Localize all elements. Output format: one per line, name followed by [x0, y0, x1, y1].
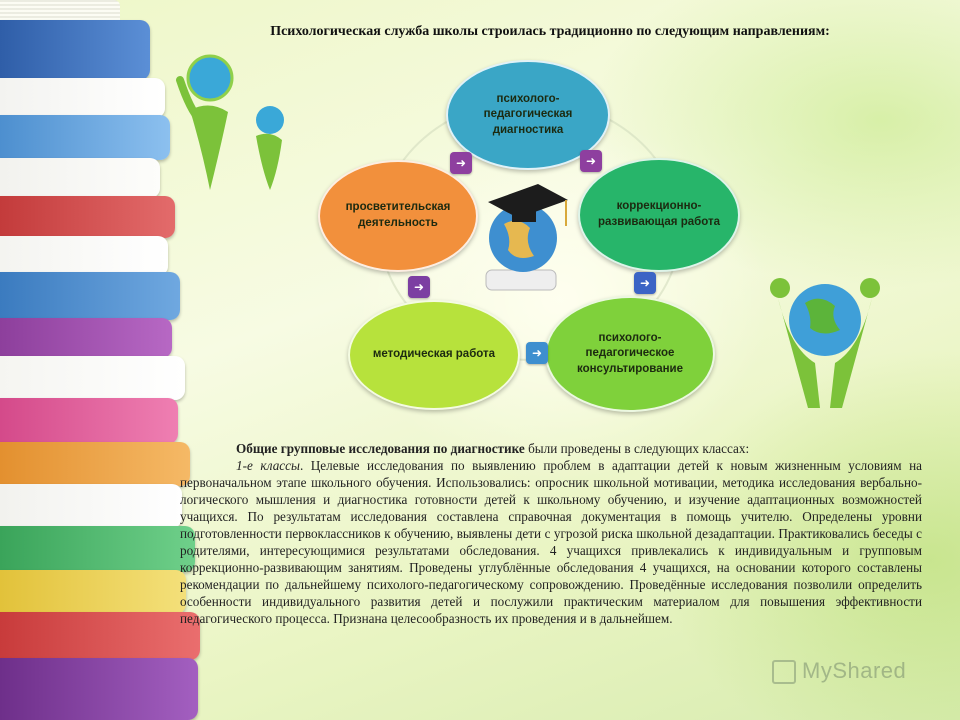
arrow-icon: ➜	[634, 272, 656, 294]
node-consulting: психолого-педагогическое консультирование	[545, 296, 715, 412]
intro-paragraph: Общие групповые исследования по диагностике были проведены в следующих классах:	[236, 441, 750, 456]
arrow-icon: ➜	[526, 342, 548, 364]
node-correction: коррекционно-развивающая работа	[578, 158, 740, 272]
class-label: 1-е классы	[236, 458, 300, 473]
node-methodical: методическая работа	[348, 300, 520, 410]
class-paragraph: 1-е классы. Целевые исследования по выявлению проблем в адаптации детей к новым жизненным условиям на первоначальном этапе школьного обучения. Использовались: опросник школьной мотивации, методика исследования вербально-логического мышления и диагностика готовности детей к школьному обучению, и изучение адаптационных возможностей учащихся. По результатам исследования составлена справочная документация в помощь учителю. Определены уровни подготовленности первоклассников к обучению, выявлены дети с угрозой риска школьной дезадаптации. Практиковались беседы с родителями, интересующимися результатами обследования. 4 учащихся привлекались к индивидуальным и групповым коррекционно-развивающим занятиям. Проведены углублённые обследования 4 учащихся, на основании которого составлены рекомендации по дальнейшему психолого-педагогическому сопровождению. Проведённые исследования позволили определить особенности индивидуального развития детей и послужили практическим материалом для повышения эффективности педагогического процесса. Признана целесообразность их проведения и в дальнейшем.	[180, 458, 922, 626]
node-education: просветительская деятельность	[318, 160, 478, 272]
myshared-logo-icon	[772, 660, 796, 684]
page-title: Психологическая служба школы строилась традиционно по следующим направлениям:	[270, 24, 830, 39]
figurine-decoration	[170, 40, 300, 200]
globe-with-graduation-cap-icon	[468, 178, 578, 298]
arrow-icon: ➜	[408, 276, 430, 298]
globe-people-decoration	[760, 258, 890, 418]
arrow-icon: ➜	[450, 152, 472, 174]
watermark: MyShared	[772, 658, 906, 684]
body-text	[180, 440, 922, 627]
arrow-icon: ➜	[580, 150, 602, 172]
node-diagnostics: психолого-педагогическая диагностика	[446, 60, 610, 170]
